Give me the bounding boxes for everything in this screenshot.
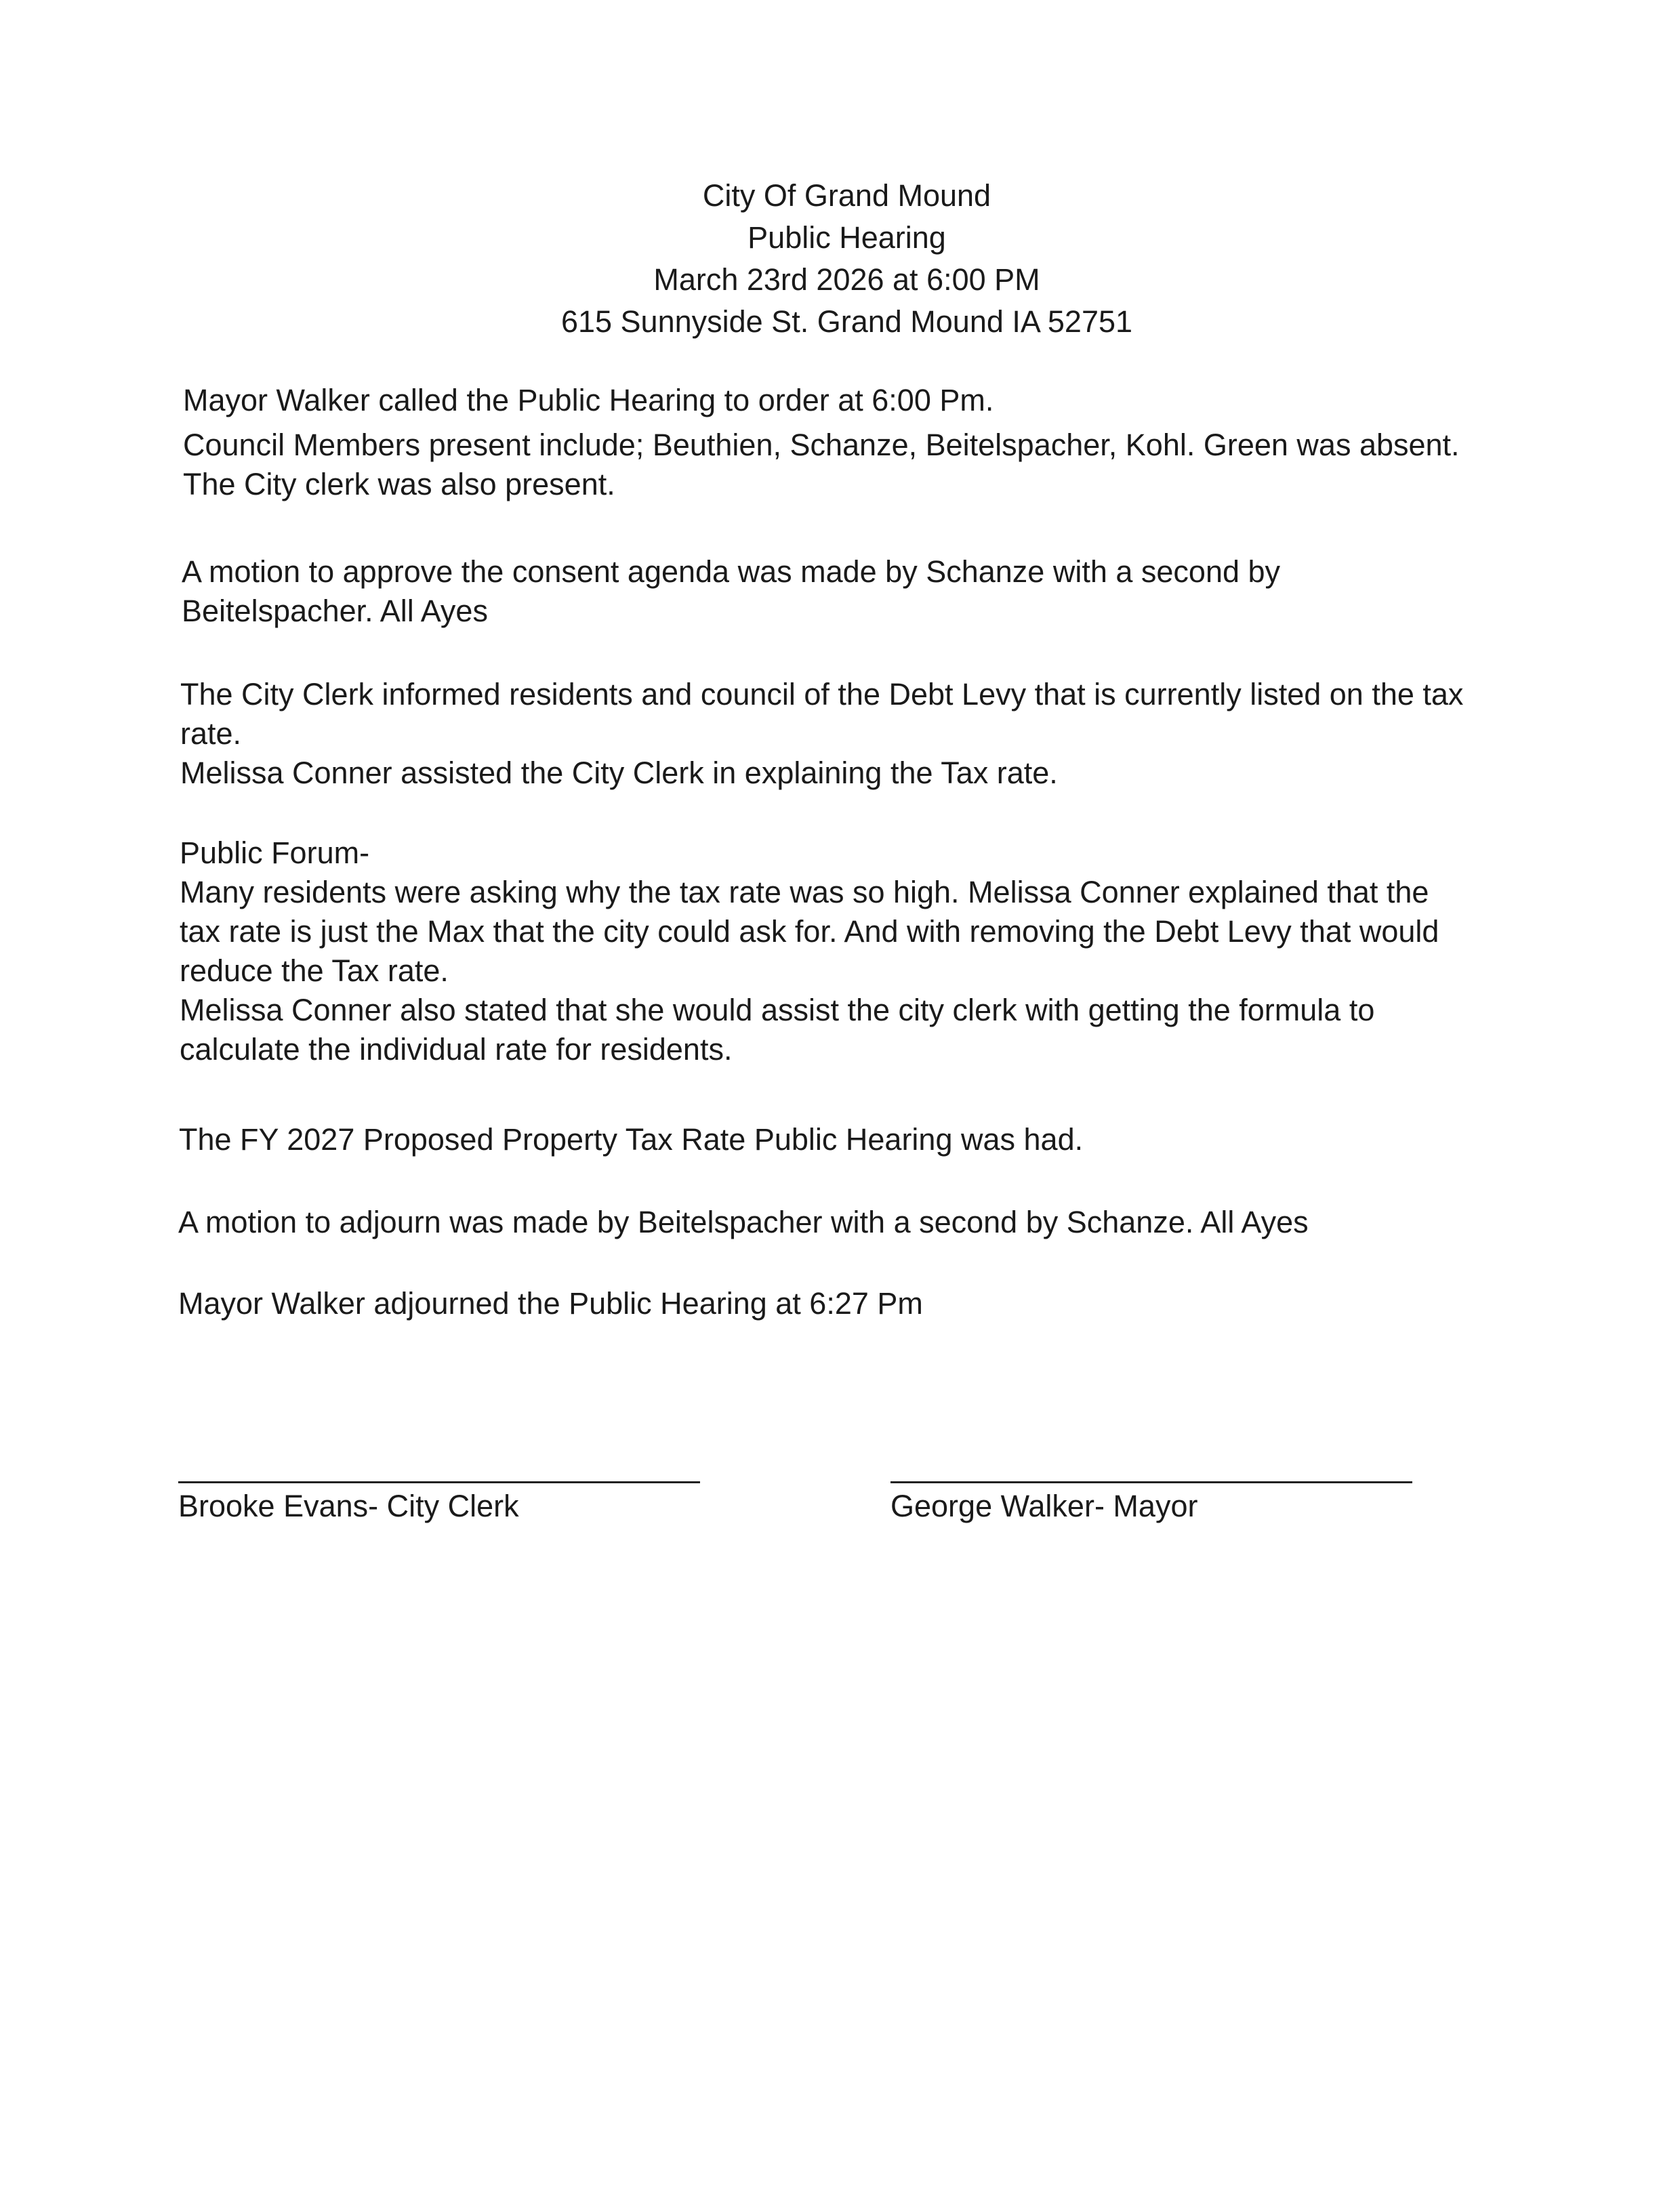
- consent-agenda-line: Beitelspacher. All Ayes: [182, 594, 488, 628]
- header-address: 615 Sunnyside St. Grand Mound IA 52751: [560, 304, 1133, 339]
- debt-levy-line: rate.: [180, 716, 242, 751]
- call-to-order-line: Mayor Walker called the Public Hearing to order at 6:00 Pm.: [183, 383, 994, 417]
- public-forum-paragraph: [180, 833, 1535, 1069]
- consent-agenda-line: A motion to approve the consent agenda was made by Schanze with a second by: [182, 554, 1281, 589]
- header-meeting-type: Public Hearing: [747, 220, 946, 255]
- attendance-line: Council Members present include; Beuthien, Schanze, Beitelspacher, Kohl. Green was absent.: [183, 428, 1460, 462]
- clerk-signature-line: [178, 1481, 700, 1483]
- public-forum-line: reduce the Tax rate.: [180, 953, 449, 988]
- mayor-signature-line: [890, 1481, 1412, 1483]
- clerk-present-line: The City clerk was also present.: [183, 467, 615, 501]
- debt-levy-line: Melissa Conner assisted the City Clerk in explaining the Tax rate.: [180, 756, 1058, 790]
- header-city-name: City Of Grand Mound: [702, 178, 991, 213]
- call-to-order-paragraph: [183, 381, 1538, 504]
- public-forum-line: calculate the individual rate for residents.: [180, 1032, 733, 1067]
- debt-levy-paragraph: [180, 675, 1536, 793]
- public-forum-line: Many residents were asking why the tax rate was so high. Melissa Conner explained that the: [180, 875, 1429, 909]
- hearing-held-line: The FY 2027 Proposed Property Tax Rate Public Hearing was had.: [179, 1122, 1084, 1157]
- debt-levy-line: The City Clerk informed residents and council of the Debt Levy that is currently listed on the tax: [180, 677, 1464, 711]
- adjourn-motion-line: A motion to adjourn was made by Beitelspacher with a second by Schanze. All Ayes: [178, 1205, 1309, 1239]
- consent-agenda-paragraph: [182, 552, 1537, 631]
- adjourned-line: Mayor Walker adjourned the Public Hearing at 6:27 Pm: [178, 1286, 923, 1321]
- header-date-time: March 23rd 2026 at 6:00 PM: [653, 262, 1040, 297]
- public-forum-line: tax rate is just the Max that the city could ask for. And with removing the Debt Levy that would: [180, 914, 1439, 949]
- document-header: [0, 175, 1680, 343]
- public-forum-heading: Public Forum-: [180, 835, 370, 870]
- public-forum-line: Melissa Conner also stated that she would assist the city clerk with getting the formula to: [180, 993, 1375, 1027]
- clerk-signature-label: Brooke Evans- City Clerk: [178, 1489, 519, 1523]
- mayor-signature-label: George Walker- Mayor: [890, 1489, 1198, 1523]
